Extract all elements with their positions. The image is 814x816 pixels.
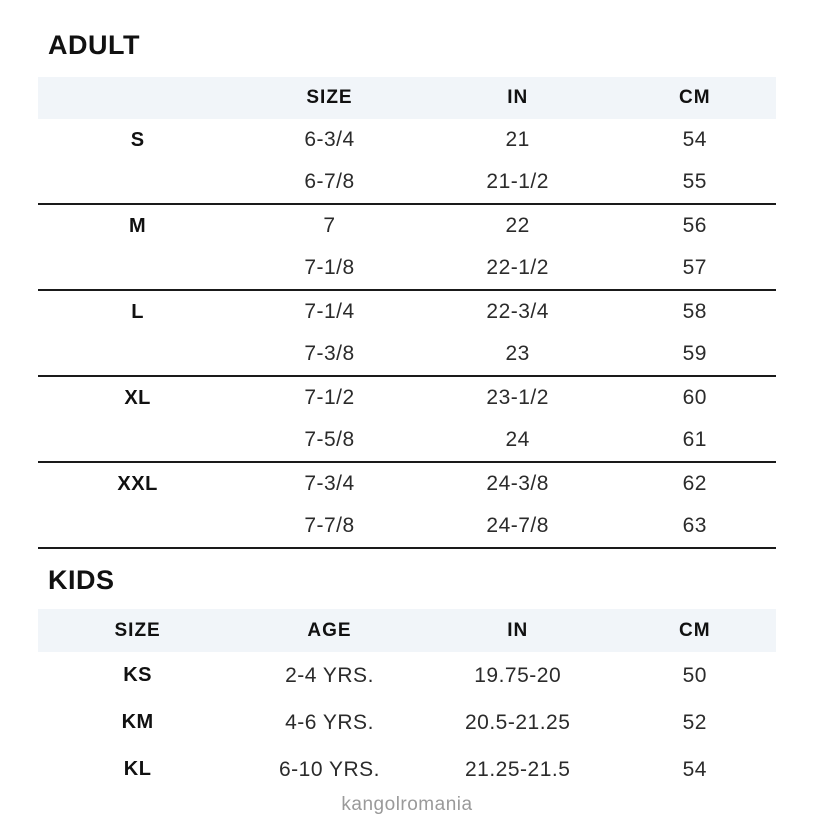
kids-size-label: KM	[121, 711, 154, 733]
table-row	[38, 119, 776, 161]
adult-header-cm: CM	[679, 87, 711, 108]
hat-size-value: 7-3/8	[304, 342, 355, 365]
inches-value: 22	[505, 214, 530, 237]
adult-size-group-s	[38, 119, 776, 205]
table-row	[38, 333, 776, 375]
table-row	[38, 652, 776, 699]
inches-value: 24-7/8	[486, 514, 549, 537]
cm-value: 62	[682, 472, 707, 495]
hat-size-value: 6-3/4	[304, 128, 355, 151]
cm-value: 54	[682, 757, 707, 781]
hat-size-value: 6-7/8	[304, 170, 355, 193]
empty-cell	[38, 161, 237, 203]
cm-value: 58	[682, 300, 707, 323]
kids-section-title: KIDS	[48, 565, 115, 595]
age-value: 6-10 YRS.	[279, 757, 380, 781]
age-value: 4-6 YRS.	[285, 710, 374, 734]
adult-size-table	[38, 77, 776, 549]
hat-size-value: 7-3/4	[304, 472, 355, 495]
age-value: 2-4 YRS.	[285, 663, 374, 687]
cm-value: 57	[682, 256, 707, 279]
brand-watermark: kangolromania	[341, 794, 473, 815]
adult-section-title: ADULT	[48, 30, 140, 60]
table-row	[38, 505, 776, 547]
table-row	[38, 161, 776, 203]
hat-size-value: 7-1/4	[304, 300, 355, 323]
table-row	[38, 419, 776, 461]
adult-size-group-l	[38, 291, 776, 377]
cm-value: 52	[682, 710, 707, 734]
inches-value: 22-3/4	[486, 300, 549, 323]
hat-size-value: 7-7/8	[304, 514, 355, 537]
inches-value: 22-1/2	[486, 256, 549, 279]
empty-cell	[38, 505, 237, 547]
table-row	[38, 463, 776, 505]
kids-header-age: AGE	[307, 619, 352, 641]
hat-size-value: 7	[323, 214, 336, 237]
cm-value: 61	[682, 428, 707, 451]
size-group-label: S	[130, 128, 145, 151]
cm-value: 60	[682, 386, 707, 409]
kids-size-table	[38, 609, 776, 793]
inches-value: 19.75-20	[474, 663, 562, 687]
hat-size-value: 7-5/8	[304, 428, 355, 451]
hat-size-value: 7-1/2	[304, 386, 355, 409]
table-row	[38, 377, 776, 419]
kids-size-label: KS	[123, 664, 153, 686]
adult-table-header-row	[38, 77, 776, 119]
kids-header-in: IN	[507, 619, 529, 641]
kids-table-header-row	[38, 609, 776, 652]
adult-size-group-xxl	[38, 463, 776, 549]
table-row	[38, 205, 776, 247]
inches-value: 21	[505, 128, 530, 151]
inches-value: 20.5-21.25	[464, 710, 571, 734]
table-row	[38, 291, 776, 333]
adult-header-size: SIZE	[306, 87, 353, 108]
inches-value: 24	[505, 428, 530, 451]
cm-value: 56	[682, 214, 707, 237]
adult-header-in: IN	[507, 87, 529, 108]
size-group-label: XXL	[117, 472, 158, 495]
cm-value: 54	[682, 128, 707, 151]
size-group-label: L	[131, 300, 144, 323]
inches-value: 24-3/8	[486, 472, 549, 495]
cm-value: 50	[682, 663, 707, 687]
table-row	[38, 746, 776, 793]
empty-cell	[38, 419, 237, 461]
inches-value: 21.25-21.5	[464, 757, 571, 781]
kids-header-size: SIZE	[114, 619, 161, 641]
hat-size-value: 7-1/8	[304, 256, 355, 279]
empty-cell	[38, 247, 237, 289]
inches-value: 21-1/2	[486, 170, 549, 193]
adult-size-group-m	[38, 205, 776, 291]
kids-size-label: KL	[123, 758, 152, 780]
cm-value: 59	[682, 342, 707, 365]
size-group-label: M	[129, 214, 147, 237]
size-group-label: XL	[124, 386, 151, 409]
kids-header-cm: CM	[679, 619, 711, 641]
table-row	[38, 699, 776, 746]
empty-cell	[38, 333, 237, 375]
inches-value: 23-1/2	[486, 386, 549, 409]
inches-value: 23	[505, 342, 530, 365]
cm-value: 63	[682, 514, 707, 537]
cm-value: 55	[682, 170, 707, 193]
table-row	[38, 247, 776, 289]
adult-size-group-xl	[38, 377, 776, 463]
